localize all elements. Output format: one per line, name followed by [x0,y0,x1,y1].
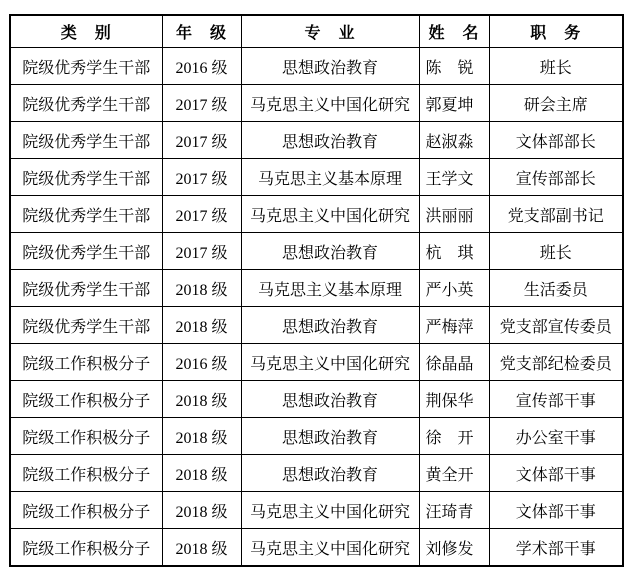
table-cell-name: 杭 琪 [419,233,489,270]
table-cell-name: 郭夏坤 [419,85,489,122]
table-row [10,270,623,307]
table-cell-grade: 2018 级 [162,455,241,492]
table-cell-grade: 2017 级 [162,233,241,270]
table-row [10,233,623,270]
table-cell-position: 学术部干事 [489,529,623,567]
table-cell-major: 思想政治教育 [241,418,419,455]
table-cell-position: 党支部宣传委员 [489,307,623,344]
table-cell-grade: 2017 级 [162,85,241,122]
table-cell-category: 院级优秀学生干部 [10,307,162,344]
table-cell-position: 党支部纪检委员 [489,344,623,381]
table-cell-major: 马克思主义基本原理 [241,159,419,196]
table-cell-grade: 2018 级 [162,381,241,418]
table-cell-category: 院级优秀学生干部 [10,48,162,85]
table-cell-grade: 2017 级 [162,159,241,196]
table-cell-grade: 2018 级 [162,418,241,455]
table-cell-name: 王学文 [419,159,489,196]
table-cell-position: 办公室干事 [489,418,623,455]
table-cell-grade: 2018 级 [162,307,241,344]
table-row [10,492,623,529]
table-cell-position: 班长 [489,233,623,270]
table-cell-position: 研会主席 [489,85,623,122]
table-row [10,85,623,122]
table-row [10,159,623,196]
table-cell-name: 洪丽丽 [419,196,489,233]
column-header-position: 职 务 [489,15,623,48]
table-cell-major: 马克思主义中国化研究 [241,344,419,381]
table-cell-grade: 2017 级 [162,196,241,233]
table-cell-major: 马克思主义中国化研究 [241,492,419,529]
table-cell-grade: 2018 级 [162,492,241,529]
table-cell-major: 马克思主义中国化研究 [241,85,419,122]
table-cell-category: 院级工作积极分子 [10,418,162,455]
table-cell-category: 院级优秀学生干部 [10,196,162,233]
table-cell-major: 思想政治教育 [241,233,419,270]
table-cell-name: 严梅萍 [419,307,489,344]
table-cell-name: 赵淑淼 [419,122,489,159]
header-row [10,15,623,48]
table-body [10,48,623,567]
table-row [10,344,623,381]
table-cell-major: 思想政治教育 [241,48,419,85]
table-cell-position: 文体部部长 [489,122,623,159]
table-cell-category: 院级工作积极分子 [10,455,162,492]
table-cell-position: 党支部副书记 [489,196,623,233]
table-cell-category: 院级工作积极分子 [10,492,162,529]
table-cell-major: 思想政治教育 [241,122,419,159]
column-header-major: 专 业 [241,15,419,48]
table-cell-position: 宣传部干事 [489,381,623,418]
table-cell-grade: 2016 级 [162,344,241,381]
table-cell-name: 严小英 [419,270,489,307]
table-cell-name: 荆保华 [419,381,489,418]
table-cell-category: 院级优秀学生干部 [10,233,162,270]
table-cell-major: 思想政治教育 [241,455,419,492]
table-cell-grade: 2018 级 [162,529,241,567]
table-cell-category: 院级工作积极分子 [10,381,162,418]
table-row [10,48,623,85]
table-cell-category: 院级优秀学生干部 [10,85,162,122]
column-header-category: 类 别 [10,15,162,48]
table-row [10,122,623,159]
table-cell-position: 文体部干事 [489,455,623,492]
table-cell-major: 马克思主义中国化研究 [241,529,419,567]
table-cell-name: 徐晶晶 [419,344,489,381]
table-row [10,418,623,455]
table-cell-category: 院级工作积极分子 [10,529,162,567]
table-cell-category: 院级优秀学生干部 [10,159,162,196]
table-cell-name: 黄全开 [419,455,489,492]
table-cell-position: 文体部干事 [489,492,623,529]
table-cell-major: 马克思主义中国化研究 [241,196,419,233]
table-cell-major: 思想政治教育 [241,381,419,418]
table-row [10,455,623,492]
column-header-grade: 年 级 [162,15,241,48]
table-row [10,196,623,233]
table-cell-position: 宣传部部长 [489,159,623,196]
table-row [10,307,623,344]
table-cell-name: 刘修发 [419,529,489,567]
table-row [10,381,623,418]
table-cell-name: 汪琦青 [419,492,489,529]
table-cell-grade: 2016 级 [162,48,241,85]
table-cell-category: 院级优秀学生干部 [10,122,162,159]
table-cell-major: 思想政治教育 [241,307,419,344]
table-cell-grade: 2018 级 [162,270,241,307]
award-table-container [9,14,622,567]
table-cell-position: 班长 [489,48,623,85]
column-header-name: 姓 名 [419,15,489,48]
table-cell-name: 陈 锐 [419,48,489,85]
table-cell-category: 院级优秀学生干部 [10,270,162,307]
table-cell-category: 院级工作积极分子 [10,344,162,381]
table-cell-position: 生活委员 [489,270,623,307]
table-cell-grade: 2017 级 [162,122,241,159]
table-cell-major: 马克思主义基本原理 [241,270,419,307]
table-row [10,529,623,567]
table-cell-name: 徐 开 [419,418,489,455]
student-award-table [9,14,624,567]
